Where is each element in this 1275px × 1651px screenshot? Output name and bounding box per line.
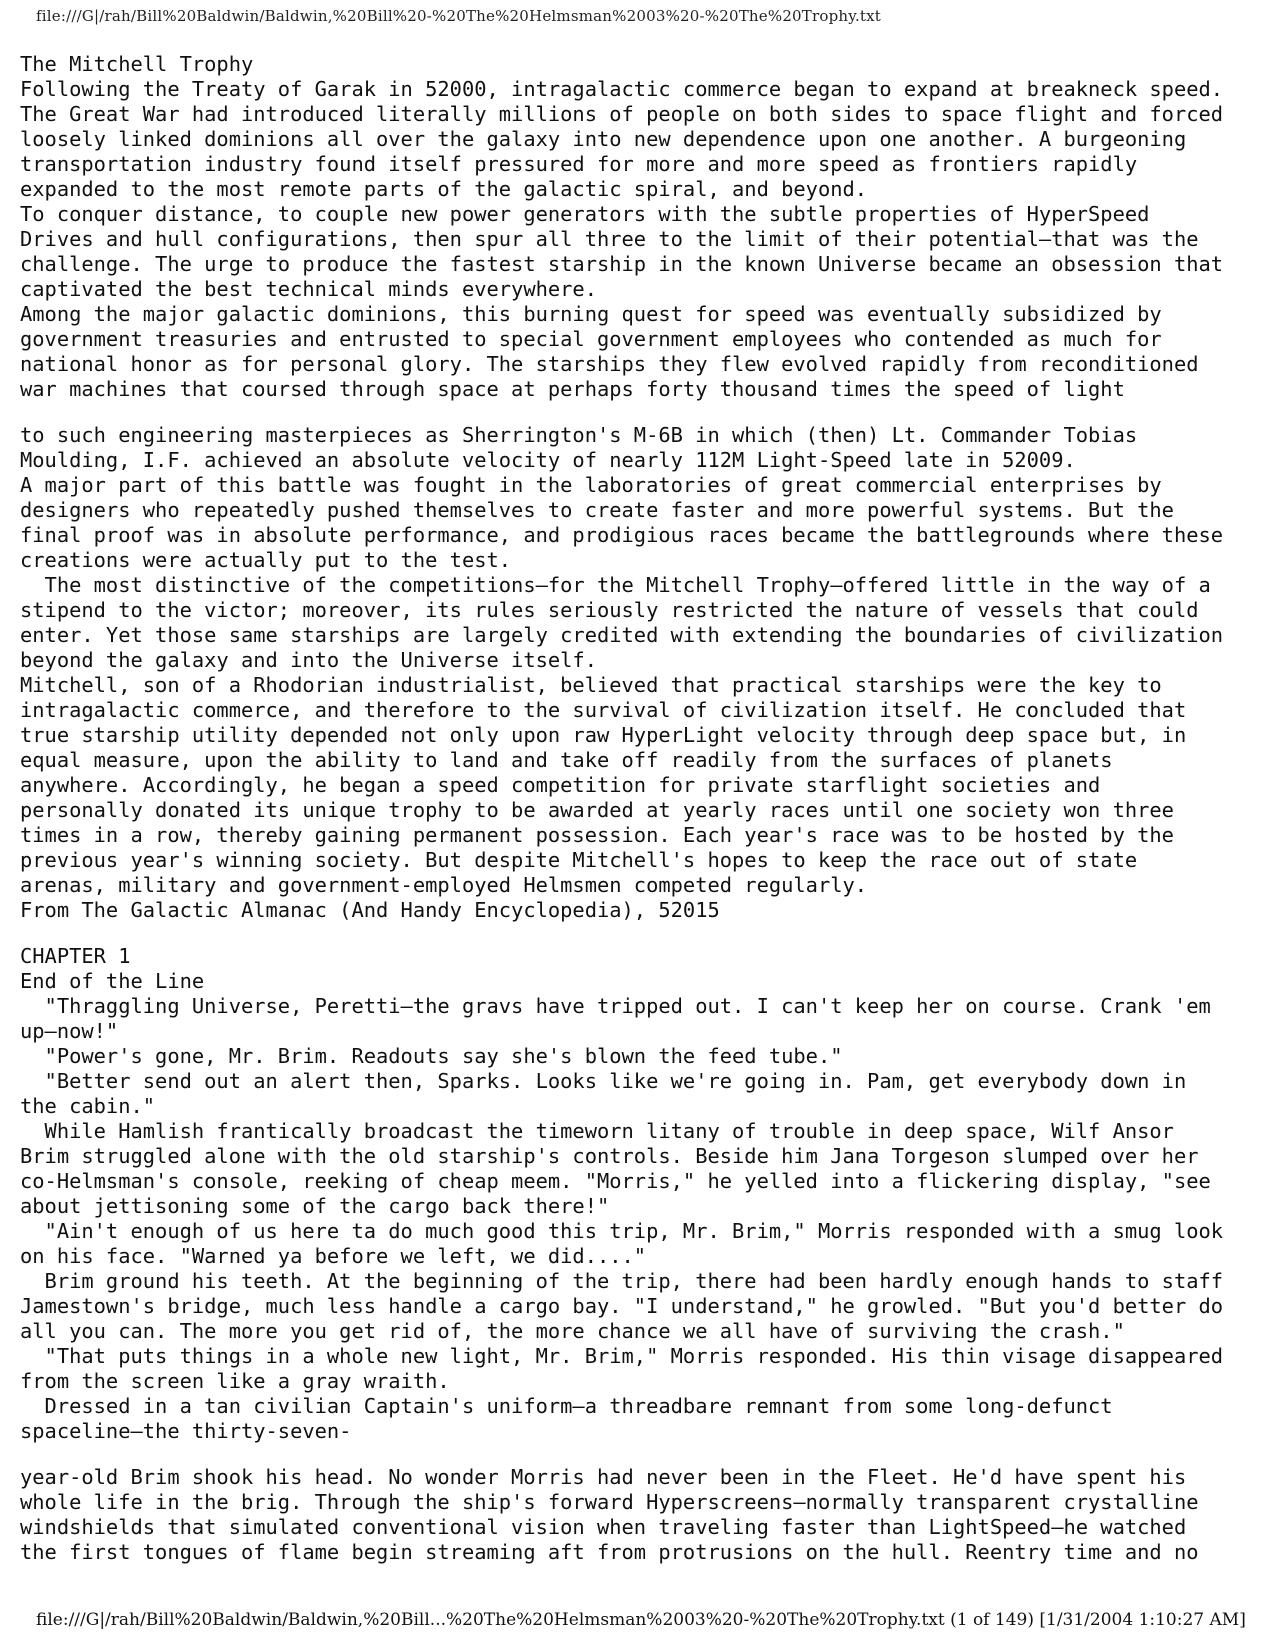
text-line: captivated the best technical minds everywhere. xyxy=(20,277,597,301)
text-line: Among the major galactic dominions, this burning quest for speed was eventually subsidized by xyxy=(20,302,1162,326)
text-line: government treasuries and entrusted to special government employees who contended as much for xyxy=(20,327,1162,351)
text-line: "That puts things in a whole new light, Mr. Brim," Morris responded. His thin visage disappeared xyxy=(20,1344,1224,1368)
text-line: creations were actually put to the test. xyxy=(20,548,512,572)
text-line: CHAPTER 1 xyxy=(20,944,131,968)
text-line: The Great War had introduced literally millions of people on both sides to space flight and forced xyxy=(20,102,1224,126)
text-line: "Better send out an alert then, Sparks. Looks like we're going in. Pam, get everybody down in xyxy=(20,1069,1187,1093)
text-line: loosely linked dominions all over the galaxy into new dependence upon one another. A burgeoning xyxy=(20,127,1187,151)
text-line: enter. Yet those same starships are largely credited with extending the boundaries of civilization xyxy=(20,623,1224,647)
paragraph-gap xyxy=(20,923,1260,944)
text-line: previous year's winning society. But despite Mitchell's hopes to keep the race out of state xyxy=(20,848,1138,872)
text-line: "Power's gone, Mr. Brim. Readouts say she's blown the feed tube." xyxy=(20,1044,843,1068)
text-line: designers who repeatedly pushed themselves to create faster and more powerful systems. But the xyxy=(20,498,1174,522)
text-line: End of the Line xyxy=(20,969,205,993)
text-line: to such engineering masterpieces as Sherrington's M-6B in which (then) Lt. Commander Tobias xyxy=(20,423,1138,447)
text-line: whole life in the brig. Through the ship's forward Hyperscreens—normally transparent crystalline xyxy=(20,1490,1199,1514)
text-line: Jamestown's bridge, much less handle a cargo bay. "I understand," he growled. "But you'd better do xyxy=(20,1294,1224,1318)
text-line: Drives and hull configurations, then spur all three to the limit of their potential—that was the xyxy=(20,227,1199,251)
text-line: all you can. The more you get rid of, the more chance we all have of surviving the crash." xyxy=(20,1319,1125,1343)
text-line: beyond the galaxy and into the Universe itself. xyxy=(20,648,597,672)
text-line: "Ain't enough of us here ta do much good this trip, Mr. Brim," Morris responded with a smug look xyxy=(20,1219,1224,1243)
text-line: "Thraggling Universe, Peretti—the gravs have tripped out. I can't keep her on course. Crank 'em xyxy=(20,994,1211,1018)
text-line: national honor as for personal glory. The starships they flew evolved rapidly from reconditioned xyxy=(20,352,1199,376)
text-line: The Mitchell Trophy xyxy=(20,52,254,76)
text-line: times in a row, thereby gaining permanent possession. Each year's race was to be hosted by the xyxy=(20,823,1174,847)
text-line: The most distinctive of the competitions—for the Mitchell Trophy—offered little in the way of a xyxy=(20,573,1211,597)
text-line: While Hamlish frantically broadcast the timeworn litany of trouble in deep space, Wilf Ansor xyxy=(20,1119,1174,1143)
text-line: From The Galactic Almanac (And Handy Encyclopedia), 52015 xyxy=(20,898,720,922)
text-line: expanded to the most remote parts of the galactic spiral, and beyond. xyxy=(20,177,868,201)
text-line: transportation industry found itself pressured for more and more speed as frontiers rapidly xyxy=(20,152,1138,176)
text-line: anywhere. Accordingly, he began a speed competition for private starflight societies and xyxy=(20,773,1101,797)
paragraph-gap xyxy=(20,1444,1260,1465)
text-line: A major part of this battle was fought in the laboratories of great commercial enterprises by xyxy=(20,473,1162,497)
text-line: the cabin." xyxy=(20,1094,156,1118)
text-line: the first tongues of flame begin streaming aft from protrusions on the hull. Reentry time and no xyxy=(20,1540,1199,1564)
text-line: Moulding, I.F. achieved an absolute velocity of nearly 112M Light-Speed late in 52009. xyxy=(20,448,1076,472)
text-line: war machines that coursed through space at perhaps forty thousand times the speed of light xyxy=(20,377,1125,401)
text-line: Brim ground his teeth. At the beginning of the trip, there had been hardly enough hands to staff xyxy=(20,1269,1224,1293)
text-line: on his face. "Warned ya before we left, we did...." xyxy=(20,1244,647,1268)
text-line: about jettisoning some of the cargo back there!" xyxy=(20,1194,610,1218)
text-line: year-old Brim shook his head. No wonder Morris had never been in the Fleet. He'd have spent his xyxy=(20,1465,1187,1489)
text-line: equal measure, upon the ability to land and take off readily from the surfaces of planets xyxy=(20,748,1113,772)
text-line: stipend to the victor; moreover, its rules seriously restricted the nature of vessels that could xyxy=(20,598,1199,622)
text-line: true starship utility depended not only upon raw HyperLight velocity through deep space but, in xyxy=(20,723,1187,747)
text-line: spaceline—the thirty-seven- xyxy=(20,1419,352,1443)
document-body xyxy=(20,52,1260,1565)
file-path-footer: file:///G|/rah/Bill%20Baldwin/Baldwin,%20Bill...%20The%20Helmsman%2003%20-%20The%20Trophy.txt (1 of 149) [1/31/2004 1:10:27 AM] xyxy=(36,1610,1246,1630)
text-line: final proof was in absolute performance, and prodigious races became the battlegrounds where these xyxy=(20,523,1224,547)
text-line: Brim struggled alone with the old starship's controls. Beside him Jana Torgeson slumped over her xyxy=(20,1144,1199,1168)
text-line: intragalactic commerce, and therefore to the survival of civilization itself. He concluded that xyxy=(20,698,1187,722)
paragraph-gap xyxy=(20,402,1260,423)
text-line: Mitchell, son of a Rhodorian industrialist, believed that practical starships were the key to xyxy=(20,673,1162,697)
text-line: challenge. The urge to produce the fastest starship in the known Universe became an obsession that xyxy=(20,252,1224,276)
text-line: co-Helmsman's console, reeking of cheap meem. "Morris," he yelled into a flickering display, "see xyxy=(20,1169,1211,1193)
text-line: up—now!" xyxy=(20,1019,119,1043)
file-path-header: file:///G|/rah/Bill%20Baldwin/Baldwin,%20Bill%20-%20The%20Helmsman%2003%20-%20The%20Trophy.txt xyxy=(36,7,882,25)
text-line: Following the Treaty of Garak in 52000, intragalactic commerce began to expand at breakneck speed. xyxy=(20,77,1224,101)
text-line: windshields that simulated conventional vision when traveling faster than LightSpeed—he watched xyxy=(20,1515,1187,1539)
text-line: Dressed in a tan civilian Captain's uniform—a threadbare remnant from some long-defunct xyxy=(20,1394,1113,1418)
text-line: arenas, military and government-employed Helmsmen competed regularly. xyxy=(20,873,868,897)
text-line: To conquer distance, to couple new power generators with the subtle properties of HyperSpeed xyxy=(20,202,1150,226)
text-line: from the screen like a gray wraith. xyxy=(20,1369,450,1393)
text-line: personally donated its unique trophy to be awarded at yearly races until one society won three xyxy=(20,798,1174,822)
